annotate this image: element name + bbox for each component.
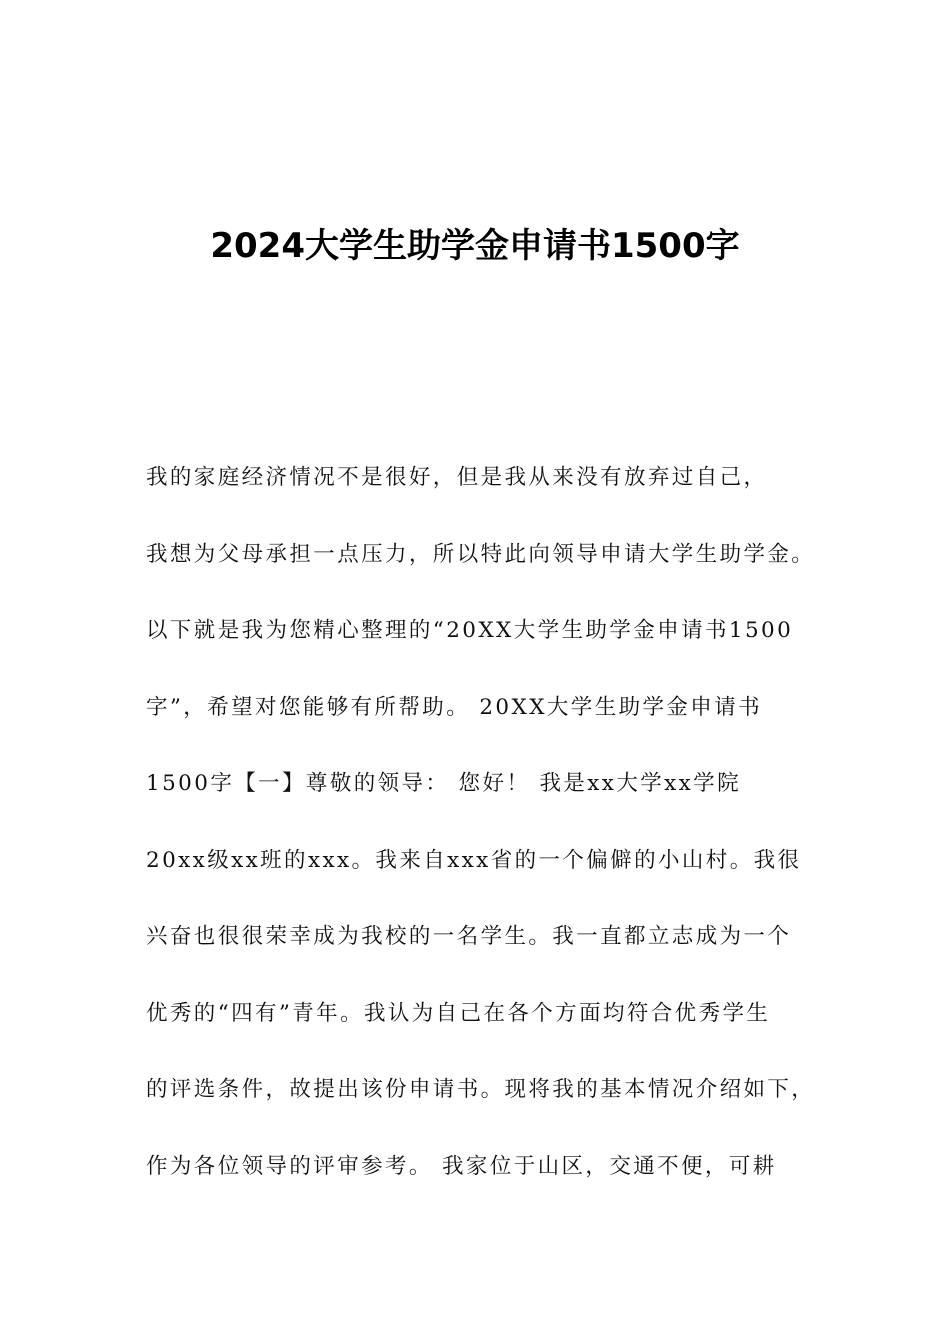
document-body xyxy=(146,458,826,1223)
body-line: 以下就是我为您精心整理的“20XX大学生助学金申请书1500 xyxy=(146,618,794,643)
document-title: 2024大学生助学金申请书1500字 xyxy=(210,226,740,266)
body-line: 我想为父母承担一点压力，所以特此向领导申请大学生助学金。 xyxy=(146,541,816,567)
body-line: 兴奋也很很荣幸成为我校的一名学生。我一直都立志成为一个 xyxy=(146,924,792,949)
body-line: 1500字【一】尊敬的领导： 您好！ 我是xx大学xx学院 xyxy=(146,771,741,796)
body-line: 20xx级xx班的xxx。我来自xxx省的一个偏僻的小山村。我很 xyxy=(146,847,802,873)
body-line: 字”，希望对您能够有所帮助。 20XX大学生助学金申请书 xyxy=(146,694,762,720)
body-line: 作为各位领导的评审参考。 我家位于山区，交通不便，可耕 xyxy=(146,1153,777,1179)
body-line: 的评选条件，故提出该份申请书。现将我的基本情况介绍如下， xyxy=(146,1077,816,1102)
body-line: 优秀的“四有”青年。我认为自己在各个方面均符合优秀学生 xyxy=(146,1000,771,1026)
body-line: 我的家庭经济情况不是很好，但是我从来没有放弃过自己， xyxy=(146,465,768,490)
